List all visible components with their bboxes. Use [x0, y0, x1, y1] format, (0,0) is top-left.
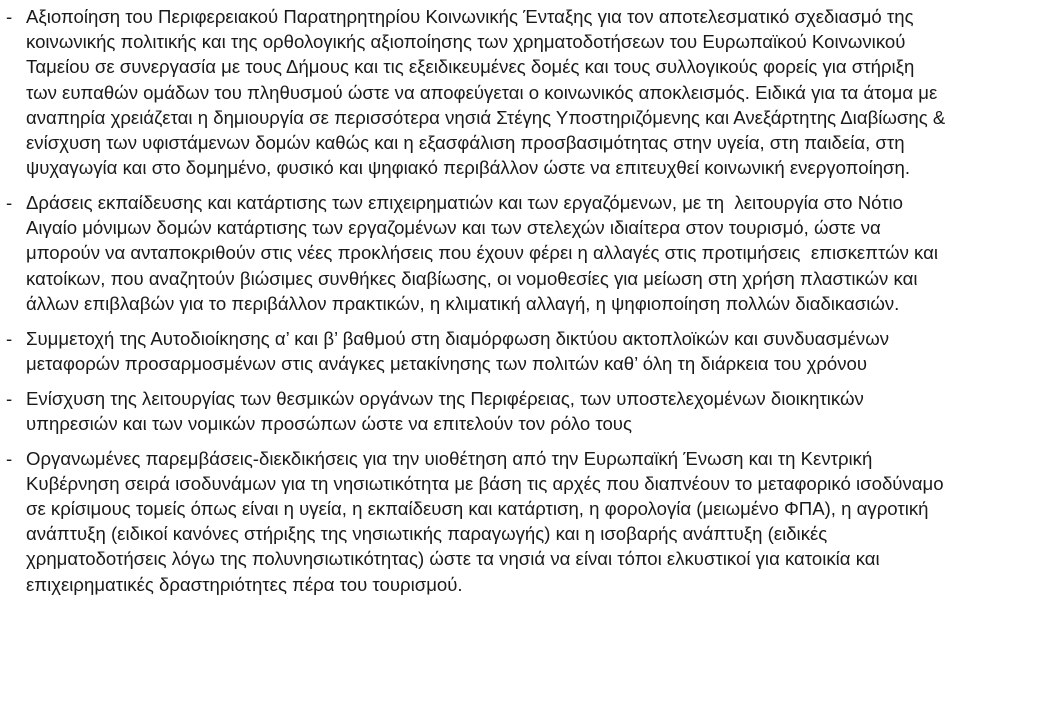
text-line: Δράσεις εκπαίδευσης και κατάρτισης των επιχειρηματιών και των εργαζόμενων, με τη λειτουργία στο Νότιο [26, 192, 904, 214]
bullet-item-transport-network [0, 326, 1058, 376]
text-line: μπορούν να ανταποκριθούν στις νέες προκλήσεις που έχουν φέρει η αλλαγές στις προτιμήσεις επισκεπτών και [26, 242, 939, 264]
bullet-dash: - [6, 327, 13, 349]
text-line: Κυβέρνηση σειρά ισοδυνάμων για τη νησιωτικότητα με βάση τις αρχές που διαπνέουν το μεταφορικό ισοδύναμο [26, 472, 944, 494]
bullet-item-institutional-bodies [0, 386, 1058, 436]
text-line: άλλων επιβλαβών για το περιβάλλον πρακτικών, η κλιματική αλλαγή, η ψηφιοποίηση πολλών διαδικασιών. [26, 292, 900, 314]
bullet-dash: - [6, 6, 13, 27]
bullet-item-social-inclusion [0, 4, 1058, 180]
document-body [0, 4, 1058, 606]
text-line: ενίσχυση των υφιστάμενων δομών καθώς και η εξασφάλιση προσβασιμότητας στην υγεία, στη παιδεία, στη [26, 132, 905, 154]
text-line: Οργανωμένες παρεμβάσεις-διεκδικήσεις για την υιοθέτηση από την Ευρωπαϊκή Ένωση και τη Κεντρική [26, 447, 873, 469]
text-line: Ταμείου σε συνεργασία με τους Δήμους και τις εξειδικευμένες δομές και τους συλλογικούς φορείς για στήριξη [26, 56, 915, 78]
text-line: επιχειρηματικές δραστηριότητες πέρα του τουρισμού. [26, 573, 463, 595]
text-line: Αιγαίο μόνιμων δομών κατάρτισης των εργαζομένων και των στελεχών ιδιαίτερα στον τουρισμό, ώστε να [26, 217, 881, 239]
text-line: Ενίσχυση της λειτουργίας των θεσμικών οργάνων της Περιφέρειας, των υποστελεχομένων διοικητικών [26, 387, 864, 409]
text-line: Συμμετοχή της Αυτοδιοίκησης α’ και β’ βαθμού στη διαμόρφωση δικτύου ακτοπλοϊκών και συνδυασμένων [26, 327, 890, 349]
bullet-item-insularity-claims [0, 446, 1058, 597]
text-line: μεταφορών προσαρμοσμένων στις ανάγκες μετακίνησης των πολιτών καθ’ όλη τη διάρκεια του χρόνου [26, 352, 868, 374]
bullet-item-training [0, 190, 1058, 316]
text-line: των ευπαθών ομάδων του πληθυσμού ώστε να αποφεύγεται ο κοινωνικός αποκλεισμός. Ειδικά για τα άτομα με [26, 81, 938, 103]
text-line: σε κρίσιμους τομείς όπως είναι η υγεία, η εκπαίδευση και κατάρτιση, η φορολογία (μειωμένο ΦΠΑ), η αγροτική [26, 498, 929, 520]
text-line: υπηρεσιών και των νομικών προσώπων ώστε να επιτελούν τον ρόλο τους [26, 412, 632, 434]
text-line: ψυχαγωγία και στο δομημένο, φυσικό και ψηφιακό περιβάλλον ώστε να επιτευχθεί κοινωνική ενεργοποίηση. [26, 157, 911, 179]
text-line: κοινωνικής πολιτικής και της ορθολογικής αξιοποίησης των χρηματοδοτήσεων του Ευρωπαϊκού Κοινωνικού [26, 31, 906, 53]
text-line: Αξιοποίηση του Περιφερειακού Παρατηρητηρίου Κοινωνικής Ένταξης για τον αποτελεσματικό σχεδιασμό της [26, 6, 914, 27]
text-line: χρηματοδοτήσεις λόγω της πολυνησιωτικότητας) ώστε τα νησιά να είναι τόποι ελκυστικοί για κατοικία και [26, 548, 880, 570]
text-line: κατοίκων, που αναζητούν βιώσιμες συνθήκες διαβίωσης, οι νομοθεσίες για μείωση στη χρήση πλαστικών και [26, 267, 918, 289]
bullet-dash: - [6, 387, 13, 409]
text-line: αναπηρία χρειάζεται η δημιουργία σε περισσότερα νησιά Στέγης Υποστηριζόμενης και Ανεξάρτητης Διαβίωσης & [26, 106, 946, 128]
bullet-dash: - [6, 447, 13, 469]
bullet-dash: - [6, 192, 13, 214]
text-line: ανάπτυξη (ειδικοί κανόνες στήριξης της νησιωτικής παραγωγής) και η ισοβαρής ανάπτυξη (ειδικές [26, 523, 828, 545]
